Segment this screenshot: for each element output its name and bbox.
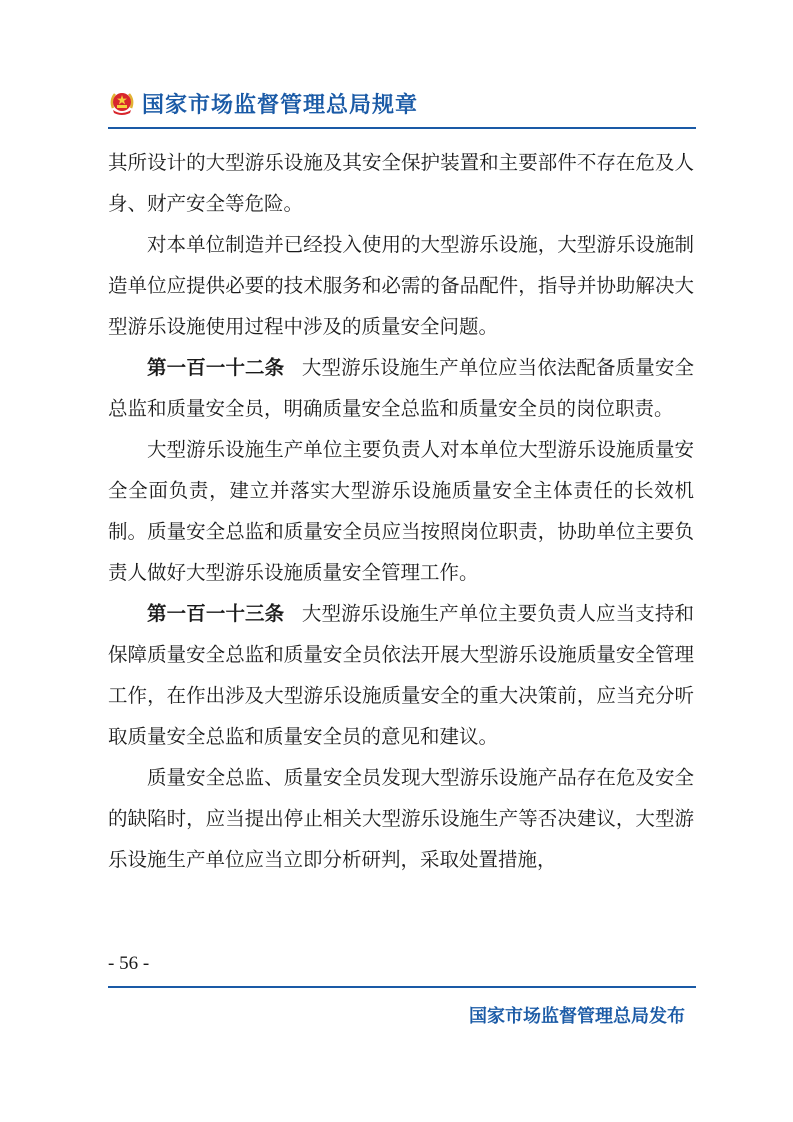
paragraph-text: 大型游乐设施生产单位应当依法配备质量安全总监和质量安全员，明确质量安全总监和质量安全员的岗位职责。: [108, 356, 694, 420]
article-number: 第一百一十二条: [147, 356, 285, 379]
paragraph-text: 对本单位制造并已经投入使用的大型游乐设施，大型游乐设施制造单位应提供必要的技术服务和必需的备品配件，指导并协助解决大型游乐设施使用过程中涉及的质量安全问题。: [108, 233, 694, 338]
article-number: 第一百一十三条: [147, 602, 285, 625]
page-header: [108, 88, 696, 118]
paragraph-text: 其所设计的大型游乐设施及其安全保护装置和主要部件不存在危及人身、财产安全等危险。: [108, 151, 694, 215]
paragraph: [108, 224, 694, 347]
paragraph: [108, 429, 694, 593]
article-paragraph: [108, 593, 694, 757]
paragraph: [108, 142, 694, 224]
paragraph-text: 大型游乐设施生产单位主要负责人对本单位大型游乐设施质量安全全面负责，建立并落实大型游乐设施质量安全主体责任的长效机制。质量安全总监和质量安全员应当按照岗位职责，协助单位主要负责人做好大型游乐设施质量安全管理工作。: [108, 438, 694, 584]
article-paragraph: [108, 347, 694, 429]
document-body: [108, 142, 694, 880]
paragraph-text: 大型游乐设施生产单位主要负责人应当支持和保障质量安全总监和质量安全员依法开展大型游乐设施质量安全管理工作，在作出涉及大型游乐设施质量安全的重大决策前，应当充分听取质量安全总监和质量安全员的意见和建议。: [108, 602, 694, 748]
page-number: - 56 -: [108, 953, 150, 974]
header-divider: [108, 127, 696, 129]
header-title: 国家市场监督管理总局规章: [142, 92, 419, 118]
footer-divider: [108, 986, 696, 988]
paragraph: [108, 757, 694, 880]
footer-publisher: 国家市场监督管理总局发布: [469, 1006, 685, 1027]
national-emblem-icon: [108, 89, 136, 117]
paragraph-text: 质量安全总监、质量安全员发现大型游乐设施产品存在危及安全的缺陷时，应当提出停止相关大型游乐设施生产等否决建议，大型游乐设施生产单位应当立即分析研判，采取处置措施，: [108, 766, 694, 871]
